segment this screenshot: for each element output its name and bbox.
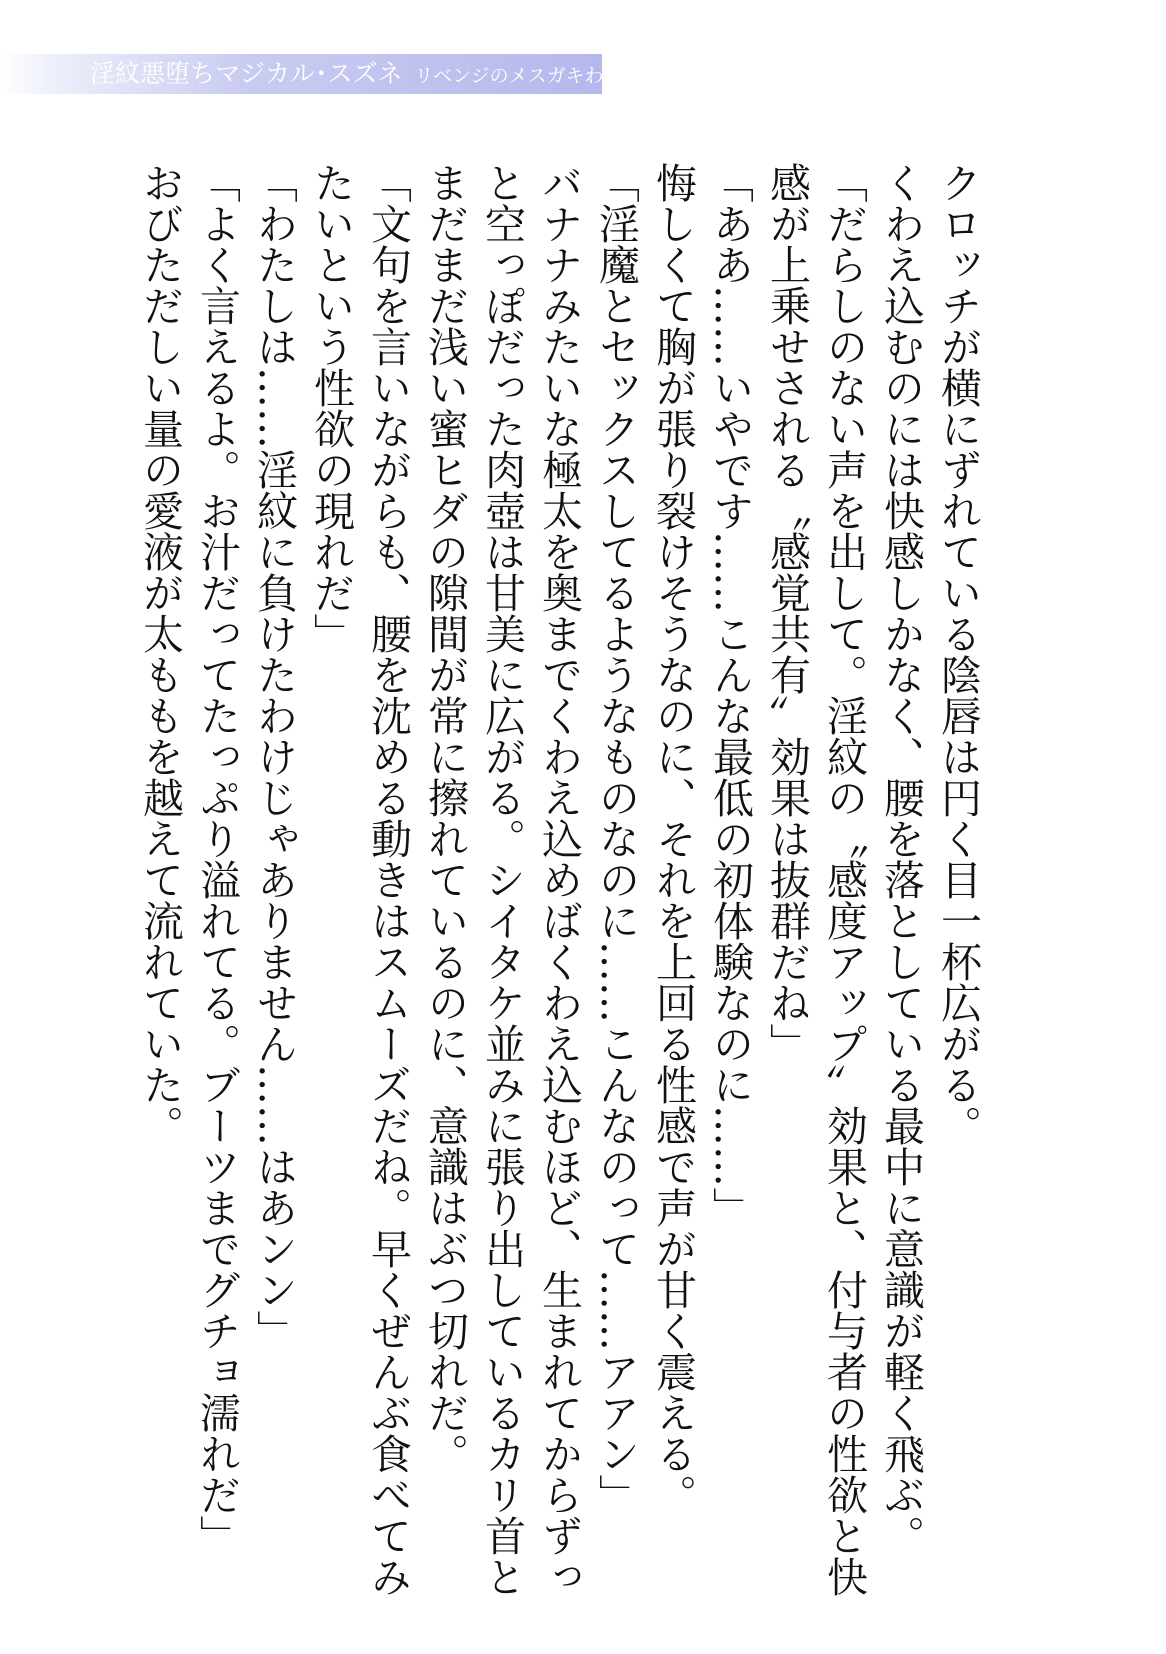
paragraph: 「わたしは……淫紋に負けたわけじゃありません……はあンン」	[250, 162, 298, 1351]
book-title: 淫紋悪堕ちマジカル･スズネ	[90, 59, 403, 88]
paragraph: バナナみたいな極太を奥までくわえ込めばくわえ込むほど、生まれてからずっと空っぽだった肉壺は甘美に広がる。シイタケ並みに張り出しているカリ首とまだまだ浅い蜜ヒダの隙間が常に擦れているのに、意識はぶつ切れだ。	[421, 162, 583, 1597]
paragraph: おびただしい量の愛液が太ももを越えて流れていた。	[136, 162, 184, 1146]
paragraph: 「文句を言いながらも、腰を沈める動きはスムーズだね。早くぜんぶ食べてみたいという性欲の現れだ」	[307, 162, 412, 1597]
paragraph: 「よく言えるよ。お汁だってたっぷり溢れてる。ブーツまでグチョ濡れだ」	[193, 162, 241, 1556]
running-header	[90, 58, 660, 90]
paragraph: くわえ込むのには快感しかなく、腰を落としている最中に意識が軽く飛ぶ。	[877, 162, 925, 1556]
paragraph: 「淫魔とセックスしてるようなものなのに……こんなのって……アアン」	[592, 162, 640, 1515]
page-body	[136, 162, 986, 1602]
paragraph: 「ああ……いやです……こんな最低の初体験なのに……」	[706, 162, 754, 1228]
book-subtitle: リベンジのメスガキわからせ	[414, 65, 661, 87]
paragraph: クロッチが横にずれている陰唇は円く目一杯広がる。	[934, 162, 982, 1146]
paragraph: 「だらしのない声を出して。淫紋の〝感度アップ〟効果と、付与者の性欲と快感が上乗せされる〝感覚共有〟効果は抜群だね」	[763, 162, 868, 1597]
paragraph: 悔しくて胸が張り裂けそうなのに、それを上回る性感で声が甘く震える。	[649, 162, 697, 1515]
